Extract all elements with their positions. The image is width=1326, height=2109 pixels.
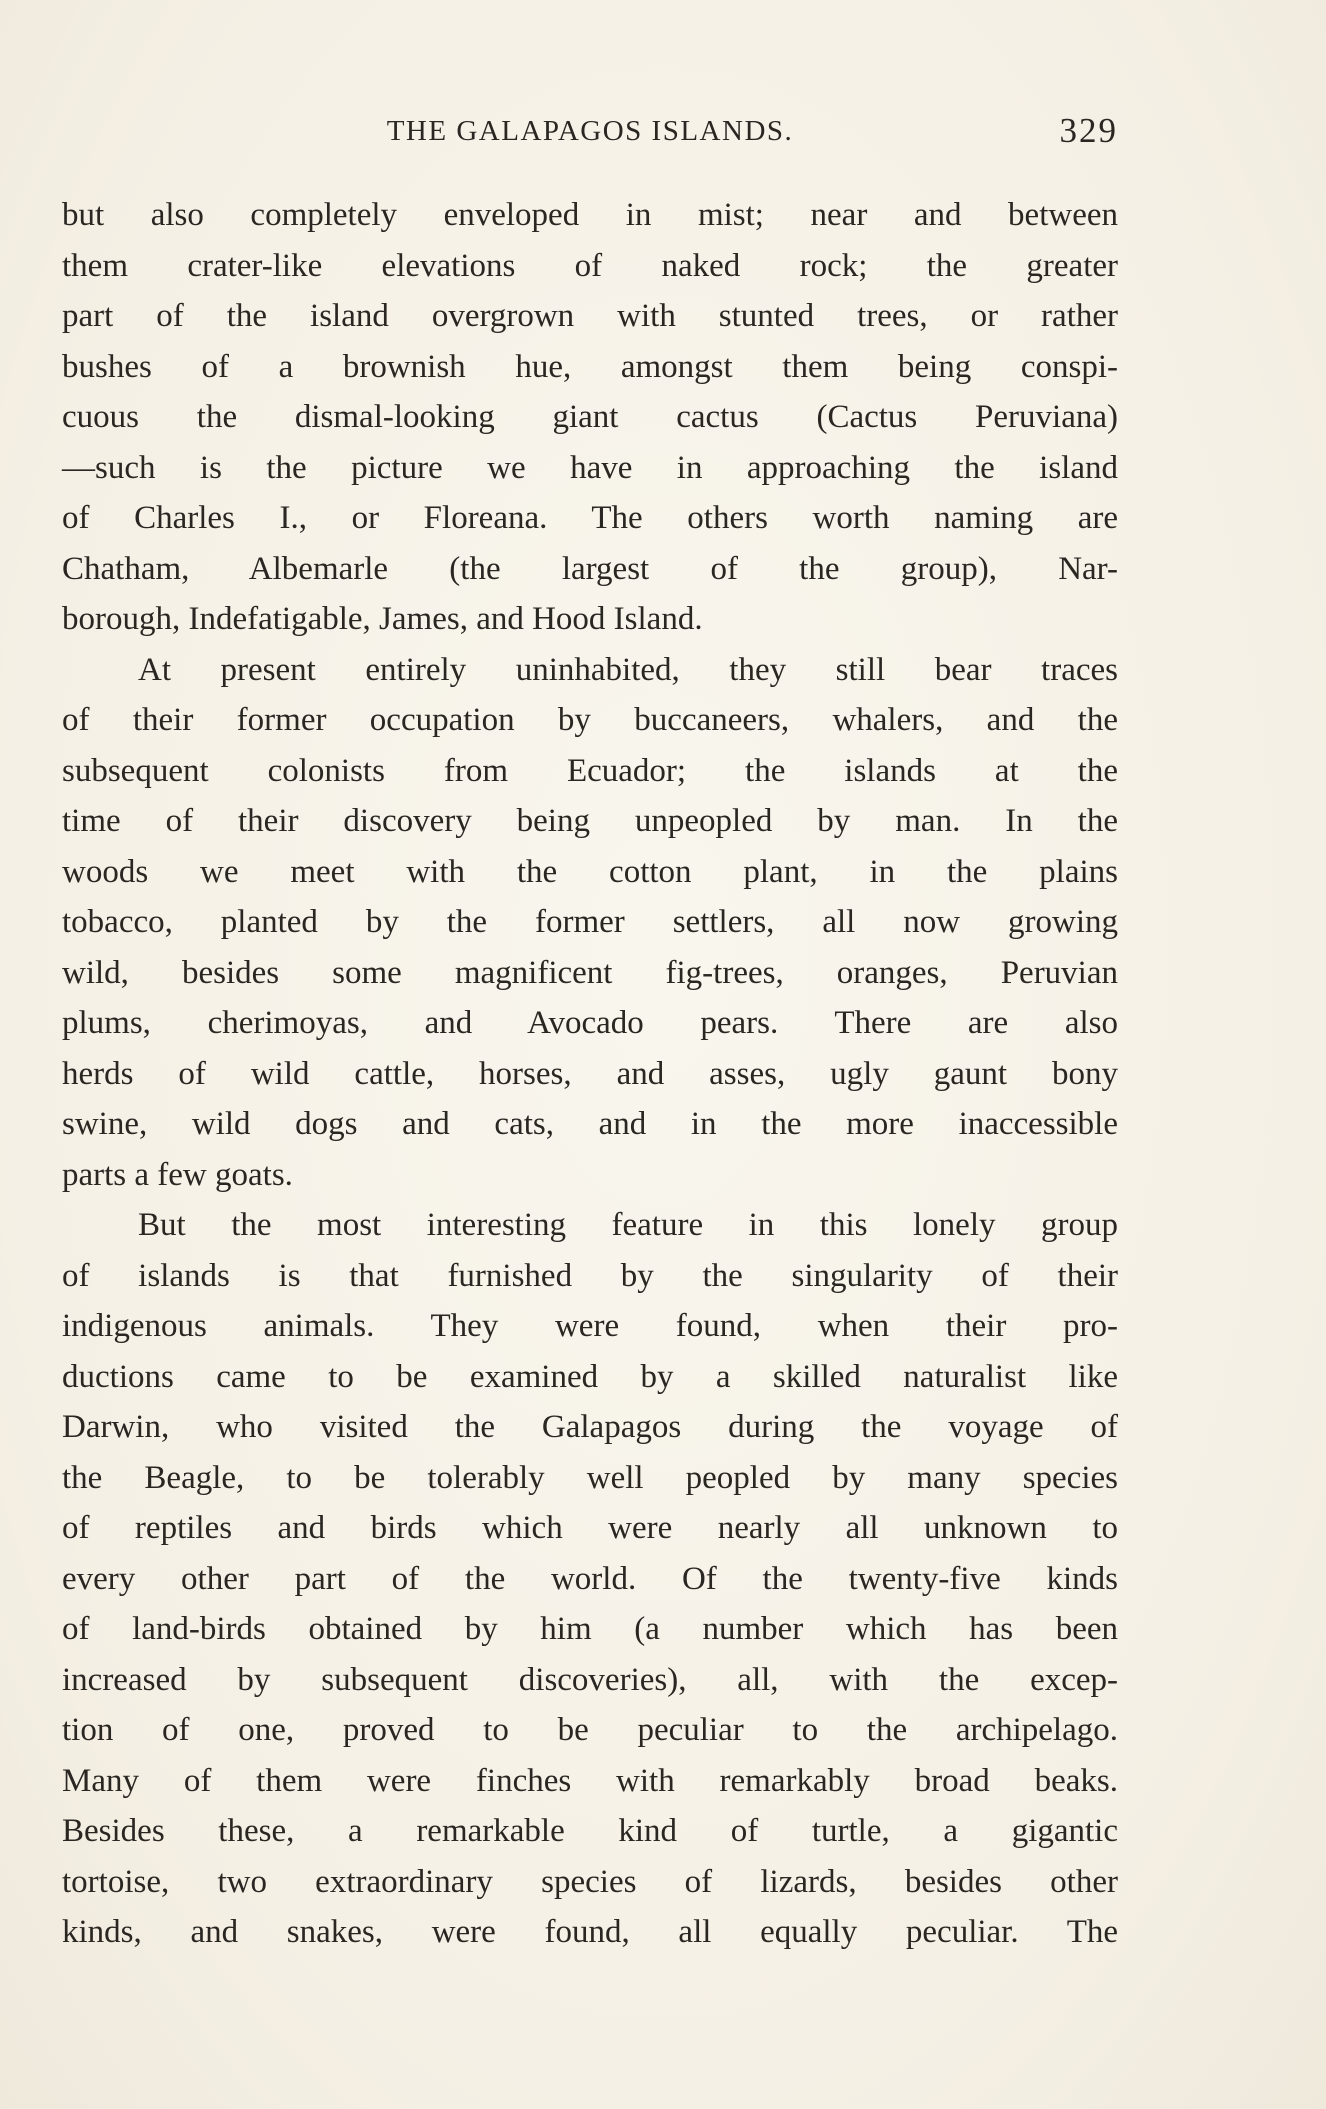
text-line: ductions came to be examined by a skilled naturalist like	[62, 1358, 1118, 1395]
text-line: the Beagle, to be tolerably well peopled by many species	[62, 1459, 1118, 1496]
running-title: THE GALAPAGOS ISLANDS.	[386, 115, 794, 147]
text-line: woods we meet with the cotton plant, in the plains	[62, 853, 1118, 890]
text-line: At present entirely uninhabited, they still bear traces	[138, 651, 1118, 688]
text-line: —such is the picture we have in approaching the island	[62, 449, 1118, 486]
text-line: cuous the dismal-looking giant cactus (Cactus Peruviana)	[62, 399, 1118, 435]
page-header	[62, 106, 1118, 156]
text-line: borough, Indefatigable, James, and Hood Island.	[62, 601, 703, 637]
text-line: every other part of the world. Of the twenty-five kinds	[62, 1560, 1118, 1597]
text-line: tobacco, planted by the former settlers, all now growing	[62, 904, 1118, 940]
text-line: kinds, and snakes, were found, all equally peculiar. The	[62, 1914, 1118, 1950]
page-number: 329	[1059, 111, 1118, 150]
text-line: Chatham, Albemarle (the largest of the group), Nar-	[62, 550, 1118, 587]
text-line: bushes of a brownish hue, amongst them being conspi-	[62, 348, 1118, 385]
text-line: tion of one, proved to be peculiar to the archipelago.	[62, 1712, 1118, 1748]
text-line: swine, wild dogs and cats, and in the more inaccessible	[62, 1106, 1118, 1142]
text-line: them crater-like elevations of naked rock; the greater	[62, 247, 1118, 284]
text-line: tortoise, two extraordinary species of lizards, besides other	[62, 1863, 1118, 1900]
text-line: Darwin, who visited the Galapagos during the voyage of	[62, 1409, 1118, 1445]
text-line: of Charles I., or Floreana. The others worth naming are	[62, 500, 1118, 536]
text-line: subsequent colonists from Ecuador; the islands at the	[62, 752, 1118, 789]
text-line: Many of them were finches with remarkably broad beaks.	[62, 1762, 1118, 1799]
text-line: increased by subsequent discoveries), all, with the excep-	[62, 1661, 1118, 1698]
text-line: part of the island overgrown with stunted trees, or rather	[62, 298, 1118, 334]
text-line: But the most interesting feature in this lonely group	[138, 1207, 1118, 1243]
text-line: of land-birds obtained by him (a number which has been	[62, 1611, 1118, 1647]
text-line: of islands is that furnished by the singularity of their	[62, 1257, 1118, 1294]
text-line: plums, cherimoyas, and Avocado pears. There are also	[62, 1005, 1118, 1041]
body-text	[62, 190, 1118, 1958]
text-line: but also completely enveloped in mist; near and between	[62, 197, 1118, 233]
text-line: wild, besides some magnificent fig-trees, oranges, Peruvian	[62, 954, 1118, 991]
text-line: herds of wild cattle, horses, and asses, ugly gaunt bony	[62, 1055, 1118, 1092]
text-line: parts a few goats.	[62, 1156, 293, 1193]
text-line: indigenous animals. They were found, when their pro-	[62, 1308, 1118, 1344]
text-line: Besides these, a remarkable kind of turtle, a gigantic	[62, 1813, 1118, 1849]
text-line: of reptiles and birds which were nearly all unknown to	[62, 1510, 1118, 1546]
text-line: time of their discovery being unpeopled by man. In the	[62, 803, 1118, 839]
text-line: of their former occupation by buccaneers, whalers, and the	[62, 702, 1118, 738]
